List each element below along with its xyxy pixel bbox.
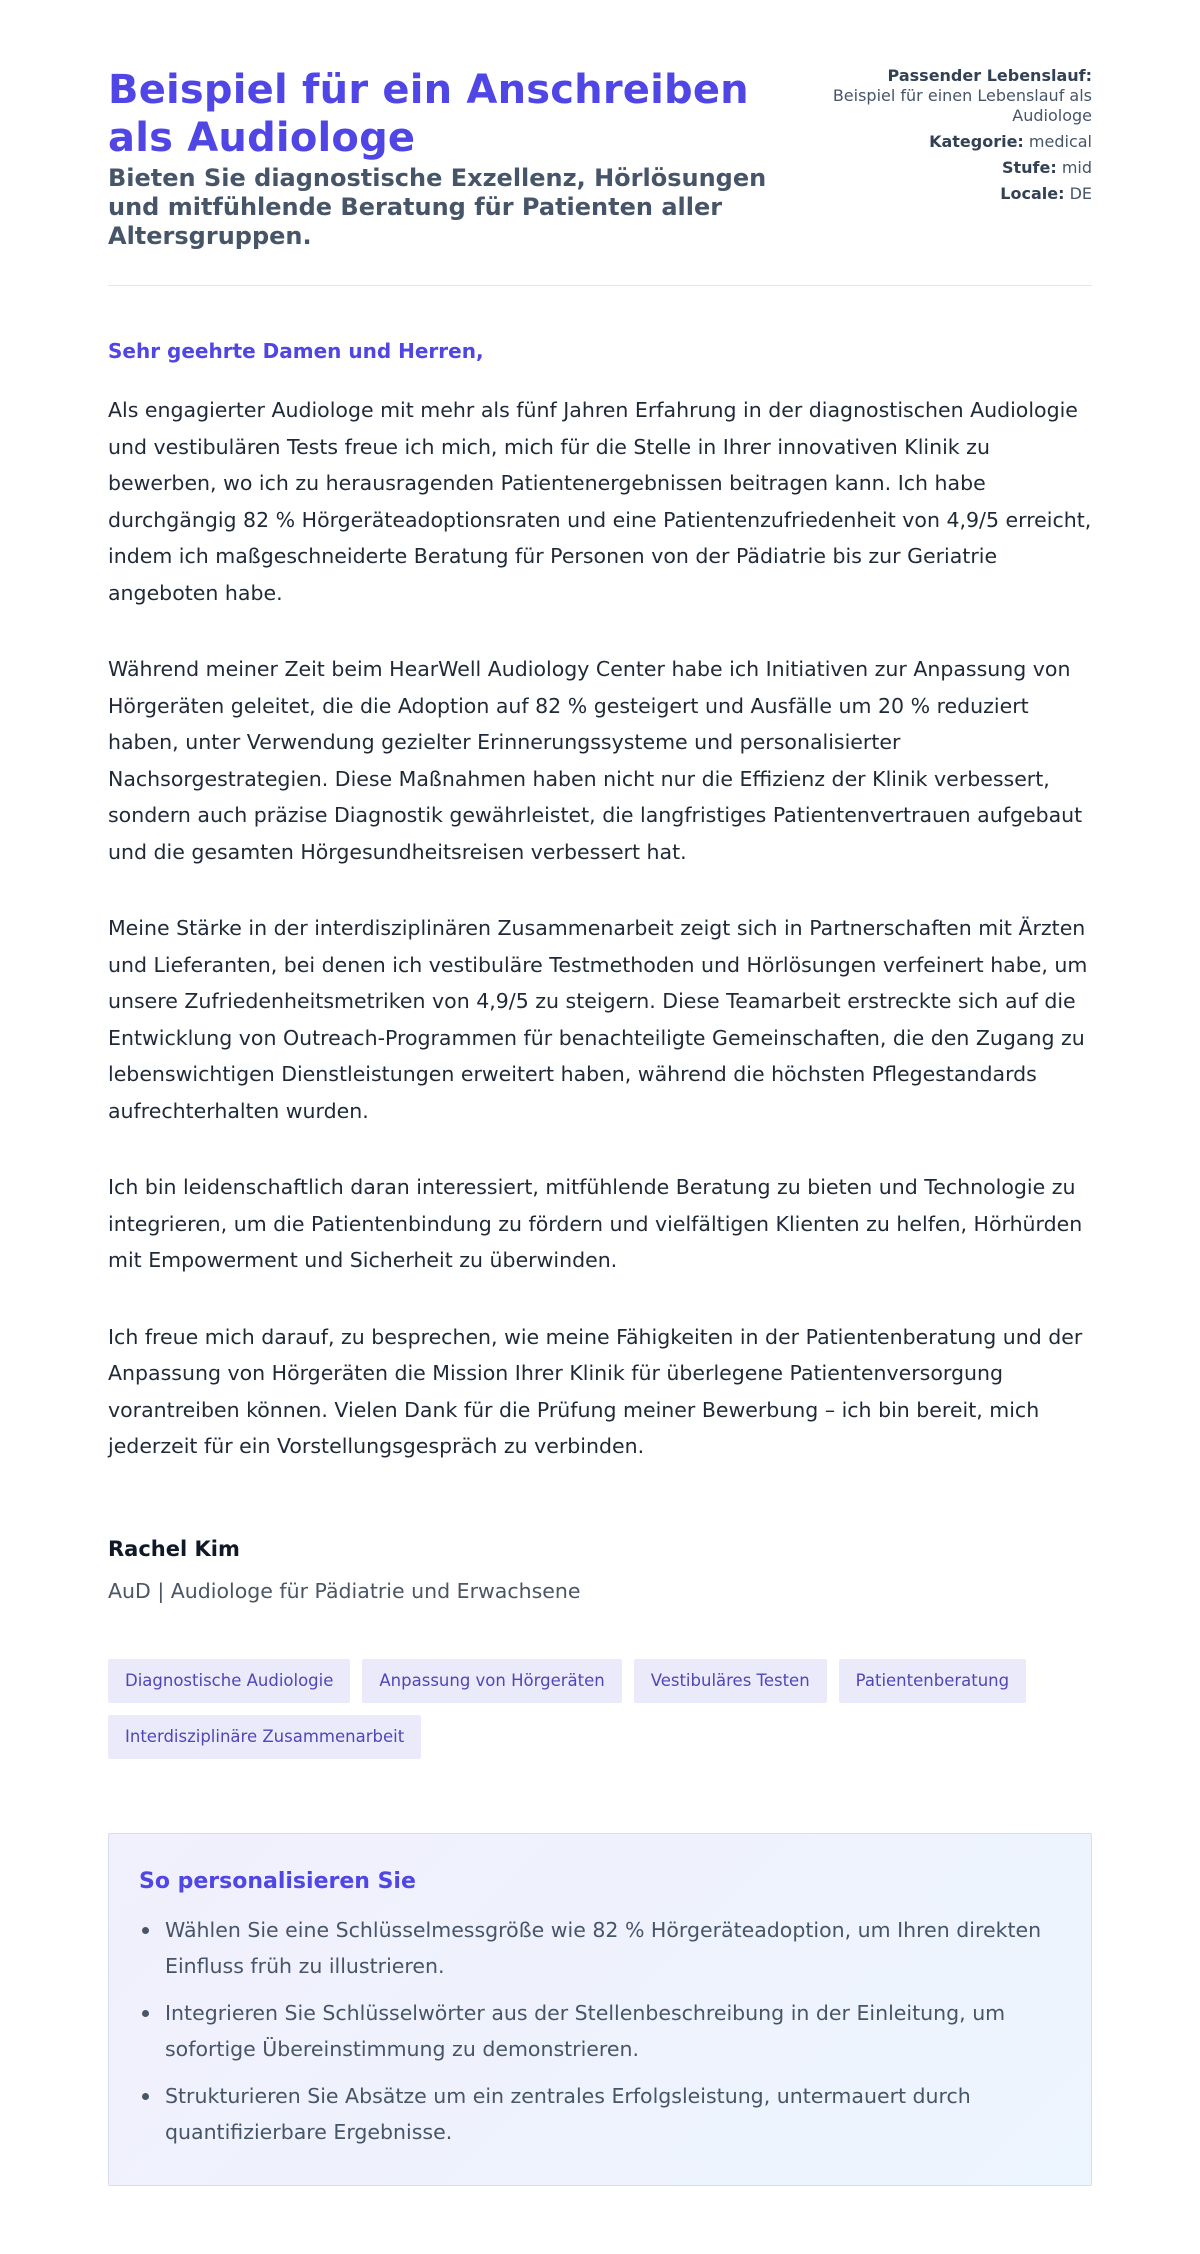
skill-tags [108, 1659, 1068, 1759]
meta-category [802, 132, 1092, 152]
meta-category-label: Kategorie: [929, 132, 1024, 151]
header-titles [108, 66, 798, 251]
tips-list-item [139, 2078, 1061, 2150]
personalization-tips [108, 1833, 1092, 2186]
skill-tag[interactable]: Diagnostische Audiologie [108, 1659, 350, 1703]
bullet-icon [142, 2010, 149, 2017]
meta-locale [802, 184, 1092, 204]
meta-info [802, 66, 1092, 210]
letter-paragraph: Als engagierter Audiologe mit mehr als fünf Jahren Erfahrung in der diagnostischen Audiologie und vestibulären Tests freue ich mich, mich für die Stelle in Ihrer innovativen Klinik zu bewerben, wo ich zu herausragenden Patientenergebnissen beitragen kann. Ich habe durchgängig 82 % Hörgeräteadoptionsraten und eine Patientenzufriedenheit von 4,9/5 erreicht, indem ich maßgeschneiderte Beratung für Personen von der Pädiatrie bis zur Geriatrie angeboten habe. [108, 398, 1092, 605]
tips-item-text: Integrieren Sie Schlüsselwörter aus der Stellenbeschreibung in der Einleitung, um sofortige Übereinstimmung zu demonstrieren. [165, 2000, 1006, 2061]
tips-list-item [139, 1912, 1061, 1984]
meta-locale-value: DE [1069, 184, 1092, 203]
skill-tag[interactable]: Patientenberatung [839, 1659, 1026, 1703]
meta-resume-label: Passender Lebenslauf: [887, 66, 1092, 85]
meta-category-value: medical [1028, 132, 1092, 151]
letter-body [108, 338, 1092, 1465]
signature-name: Rachel Kim [108, 1536, 240, 1561]
page-subtitle: Bieten Sie diagnostische Exzellenz, Hörlösungen und mitfühlende Beratung für Patienten aller Altersgruppen. [108, 164, 767, 250]
signature-title: AuD | Audiologe für Pädiatrie und Erwachsene [108, 1578, 581, 1603]
bullet-icon [142, 1927, 149, 1934]
page-title: Beispiel für ein Anschreiben als Audiologe [108, 67, 749, 161]
tips-item-text: Wählen Sie eine Schlüsselmessgröße wie 82 % Hörgeräteadoption, um Ihren direkten Einfluss früh zu illustrieren. [165, 1917, 1042, 1978]
meta-locale-label: Locale: [1000, 184, 1065, 203]
meta-level-label: Stufe: [1001, 158, 1057, 177]
tips-list-item [139, 1995, 1061, 2067]
letter-paragraph: Meine Stärke in der interdisziplinären Zusammenarbeit zeigt sich in Partnerschaften mit Ärzten und Lieferanten, bei denen ich vestibuläre Testmethoden und Hörlösungen verfeinert habe, um unsere Zufriedenheitsmetriken von 4,9/5 zu steigern. Diese Teamarbeit erstreckte sich auf die Entwicklung von Outreach-Programmen für benachteiligte Gemeinschaften, die den Zugang zu lebenswichtigen Dienstleistungen erweitert haben, während die höchsten Pflegestandards aufrechterhalten wurden. [108, 916, 1088, 1123]
page-header [108, 66, 1092, 286]
letter-greeting: Sehr geehrte Damen und Herren, [108, 339, 484, 363]
tips-item-text: Strukturieren Sie Absätze um ein zentrales Erfolgsleistung, untermauert durch quantifizierbare Ergebnisse. [165, 2083, 971, 2144]
letter-paragraph: Während meiner Zeit beim HearWell Audiology Center habe ich Initiativen zur Anpassung von Hörgeräten geleitet, die die Adoption auf 82 % gesteigert und Ausfälle um 20 % reduziert haben, unter Verwendung gezielter Erinnerungssysteme und personalisierter Nachsorgestrategien. Diese Maßnahmen haben nicht nur die Effizienz der Klinik verbessert, sondern auch präzise Diagnostik gewährleistet, die langfristiges Patientenvertrauen aufgebaut und die gesamten Hörgesundheitsreisen verbessert hat. [108, 657, 1083, 864]
letter-paragraph: Ich freue mich darauf, zu besprechen, wie meine Fähigkeiten in der Patientenberatung und der Anpassung von Hörgeräten die Mission Ihrer Klinik für überlegene Patientenversorgung vorantreiben können. Vielen Dank für die Prüfung meiner Bewerbung – ich bin bereit, mich jederzeit für ein Vorstellungsgespräch zu verbinden. [108, 1324, 1083, 1458]
bullet-icon [142, 2093, 149, 2100]
skill-tag[interactable]: Vestibuläres Testen [634, 1659, 827, 1703]
meta-level [802, 158, 1092, 178]
meta-resume-link[interactable]: Beispiel für einen Lebenslauf als Audiologe [832, 86, 1092, 125]
skill-tag[interactable]: Interdisziplinäre Zusammenarbeit [108, 1715, 421, 1759]
meta-level-value: mid [1061, 158, 1092, 177]
meta-resume [802, 66, 1092, 126]
tips-list [139, 1912, 1061, 2150]
signature-block [108, 1535, 1092, 1605]
tips-title: So personalisieren Sie [139, 1868, 416, 1894]
skill-tag[interactable]: Anpassung von Hörgeräten [362, 1659, 621, 1703]
letter-paragraph: Ich bin leidenschaftlich daran interessiert, mitfühlende Beratung zu bieten und Technologie zu integrieren, um die Patientenbindung zu fördern und vielfältigen Klienten zu helfen, Hörhürden mit Empowerment und Sicherheit zu überwinden. [108, 1175, 1083, 1272]
